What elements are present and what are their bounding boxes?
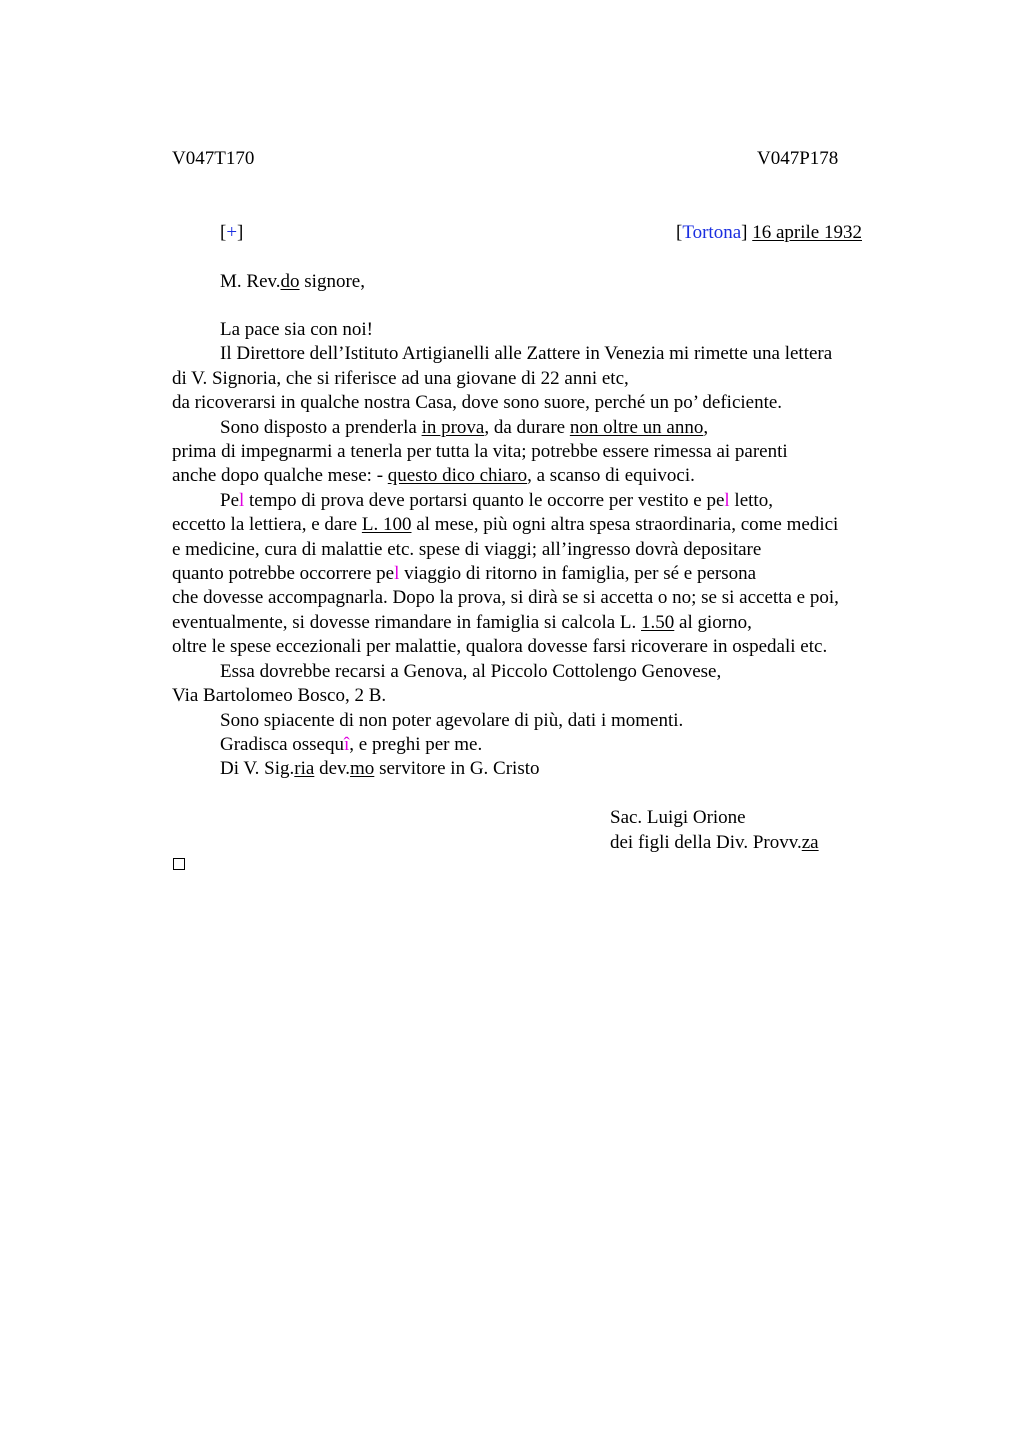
salutation <box>220 270 365 294</box>
salutation-text: signore, <box>299 271 365 292</box>
signature-block <box>610 806 819 855</box>
underlined-text: in prova <box>421 416 485 438</box>
text-run: Sono disposto a prenderla <box>220 416 422 438</box>
end-of-document-box-icon <box>173 858 185 870</box>
body-line <box>172 416 912 440</box>
heading-place-date <box>676 221 862 245</box>
text-run: viaggio di ritorno in famiglia, per sé e persona <box>399 563 757 585</box>
editorial-letter: î <box>344 733 350 755</box>
underlined-text: mo <box>350 758 375 780</box>
salutation-abbrev: do <box>280 271 300 292</box>
body-line <box>172 513 912 537</box>
letter-body <box>172 318 912 782</box>
underlined-text: questo dico chiaro <box>387 465 528 487</box>
document-code-right: V047P178 <box>757 148 839 169</box>
body-line: prima di impegnarmi a tenerla per tutta la vita; potrebbe essere rimessa ai parenti <box>172 441 788 463</box>
underlined-text: non oltre un anno <box>569 416 704 438</box>
text-run: Gradisca ossequ <box>220 733 344 755</box>
editorial-letter: l <box>239 489 245 511</box>
text-run: , e preghi per me. <box>349 733 483 755</box>
body-line: che dovesse accompagnarla. Dopo la prova, si dirà se si accetta o no; se si accetta e poi, <box>172 587 839 609</box>
bracket-open: [ <box>676 222 683 243</box>
text-run: , da durare <box>484 416 570 438</box>
underlined-text: za <box>801 831 819 853</box>
signature-title <box>610 831 819 856</box>
body-line: Via Bartolomeo Bosco, 2 B. <box>172 685 387 707</box>
editorial-letter: l <box>724 489 730 511</box>
body-line: Il Direttore dell’Istituto Artigianelli alle Zattere in Venezia mi rimette una lettera <box>220 343 833 365</box>
text-run: al mese, più ogni altra spesa straordinaria, come medici <box>411 514 839 536</box>
editorial-letter: l <box>394 563 400 585</box>
heading-cross <box>220 221 243 245</box>
text-run: quanto potrebbe occorrere pe <box>172 563 395 585</box>
underlined-text: L. 100 <box>361 514 412 536</box>
body-line: Essa dovrebbe recarsi a Genova, al Piccolo Cottolengo Genovese, <box>220 660 722 682</box>
body-line: e medicine, cura di malattie etc. spese di viaggi; all’ingresso dovrà depositare <box>172 538 762 560</box>
bracket-close: ] <box>741 222 748 243</box>
salutation-text: M. Rev. <box>220 271 281 292</box>
bracket-open: [ <box>220 222 227 243</box>
body-line: oltre le spese eccezionali per malattie, qualora dovesse farsi ricoverare in ospedali etc. <box>172 636 828 658</box>
body-line: di V. Signoria, che si riferisce ad una giovane di 22 anni etc, <box>172 367 629 389</box>
body-line <box>172 489 912 513</box>
bracket-close: ] <box>237 222 244 243</box>
text-run: al giorno, <box>674 611 752 633</box>
cross-mark: + <box>226 222 238 243</box>
text-run: , a scanso di equivoci. <box>527 465 695 487</box>
body-line: Sono spiacente di non poter agevolare di più, dati i momenti. <box>220 709 684 731</box>
text-run: Di V. Sig. <box>220 758 295 780</box>
document-code-left: V047T170 <box>172 148 255 169</box>
text-run: anche dopo qualche mese: - <box>172 465 388 487</box>
text-run: servitore in G. Cristo <box>374 758 540 780</box>
body-line <box>172 733 912 757</box>
text-run: eventualmente, si dovesse rimandare in famiglia si calcola L. <box>172 611 642 633</box>
letter-date: 16 aprile 1932 <box>752 222 862 243</box>
underlined-text: ria <box>294 758 315 780</box>
underlined-text: 1.50 <box>641 611 675 633</box>
text-run: , <box>703 416 709 438</box>
text-run: dei figli della Div. Provv. <box>610 831 802 853</box>
signature-name: Sac. Luigi Orione <box>610 807 746 828</box>
body-line <box>172 562 912 586</box>
text-run: dev. <box>314 758 351 780</box>
place-name: Tortona <box>682 222 742 243</box>
body-line: da ricoverarsi in qualche nostra Casa, dove sono suore, perché un po’ deficiente. <box>172 392 783 414</box>
body-line: La pace sia con noi! <box>220 319 373 340</box>
body-line <box>172 464 912 488</box>
text-run: tempo di prova deve portarsi quanto le occorre per vestito e pe <box>244 489 725 511</box>
closing-line <box>172 757 912 781</box>
text-run: eccetto la lettiera, e dare <box>172 514 362 536</box>
body-line <box>172 611 912 635</box>
text-run: letto, <box>729 489 773 511</box>
text-run: Pe <box>220 489 239 511</box>
